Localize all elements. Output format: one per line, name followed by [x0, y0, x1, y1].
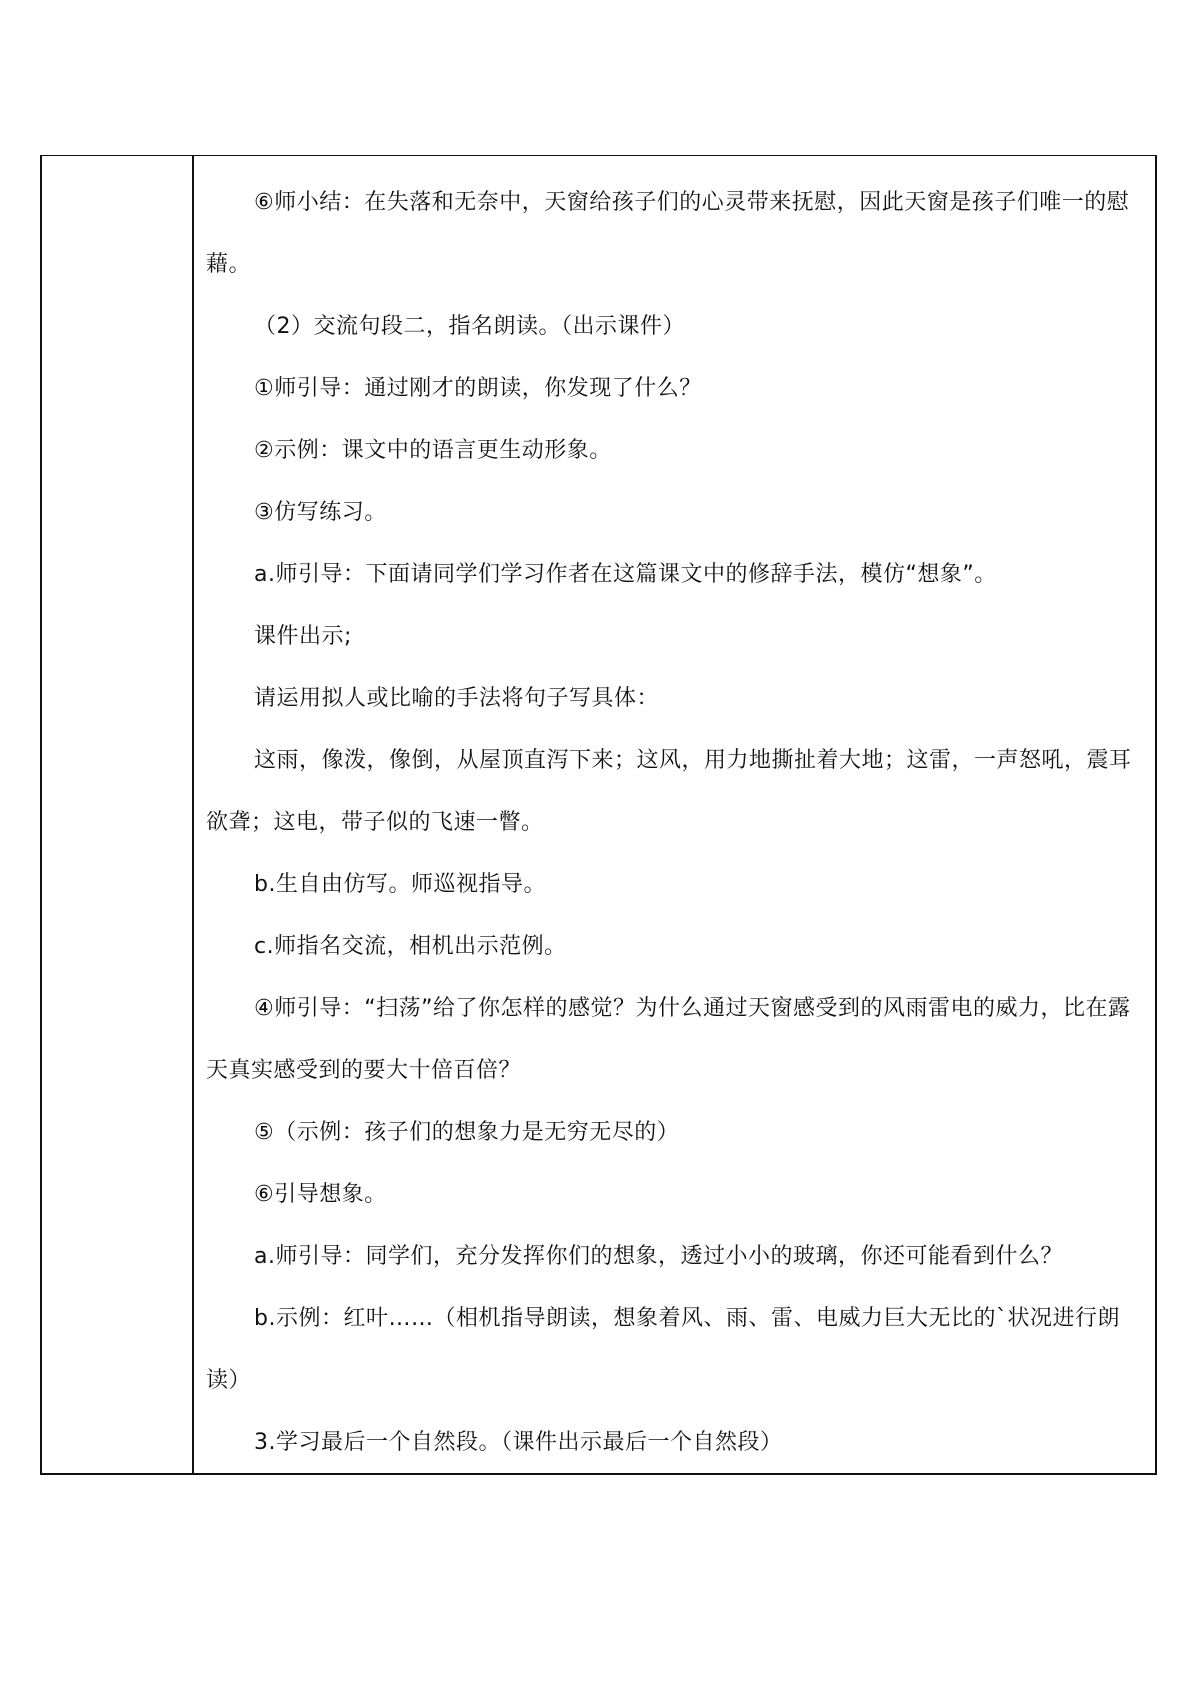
paragraph: a.师引导：同学们，充分发挥你们的想象，透过小小的玻璃，你还可能看到什么？: [254, 1244, 1063, 1269]
paragraph: 这雨，像泼，像倒，从屋顶直泻下来；这风，用力地撕扯着大地；这雷，一声怒吼，震耳欲聋；这电，带子似的飞速一瞥。: [206, 748, 1132, 835]
table-content-cell: [194, 156, 1155, 1473]
paragraph: b.示例：红叶……（相机指导朗读，想象着风、雨、雷、电威力巨大无比的`状况进行朗读）: [206, 1306, 1120, 1393]
paragraph: a.师引导：下面请同学们学习作者在这篇课文中的修辞手法，模仿“想象”。: [254, 562, 997, 587]
paragraph: c.师指名交流，相机出示范例。: [254, 934, 567, 959]
paragraph: ⑤（示例：孩子们的想象力是无穷无尽的）: [254, 1120, 680, 1145]
paragraph: （2）交流句段二，指名朗读。（出示课件）: [254, 314, 685, 339]
paragraph: ⑥师小结：在失落和无奈中，天窗给孩子们的心灵带来抚慰，因此天窗是孩子们唯一的慰藉。: [206, 190, 1130, 277]
paragraph: 课件出示;: [254, 624, 352, 649]
lesson-table: [40, 155, 1157, 1475]
paragraph: 3.学习最后一个自然段。（课件出示最后一个自然段）: [254, 1430, 783, 1455]
paragraph: ①师引导：通过刚才的朗读，你发现了什么？: [254, 376, 702, 401]
table-left-cell: [42, 156, 194, 1473]
paragraph: 请运用拟人或比喻的手法将句子写具体：: [254, 686, 660, 711]
paragraph: b.生自由仿写。师巡视指导。: [254, 872, 546, 897]
paragraph: ②示例：课文中的语言更生动形象。: [254, 438, 612, 463]
paragraph: ④师引导：“扫荡”给了你怎样的感觉？为什么通过天窗感受到的风雨雷电的威力，比在露天真实感受到的要大十倍百倍？: [206, 996, 1131, 1083]
paragraph: ⑥引导想象。: [254, 1182, 387, 1207]
paragraph: ③仿写练习。: [254, 500, 387, 525]
